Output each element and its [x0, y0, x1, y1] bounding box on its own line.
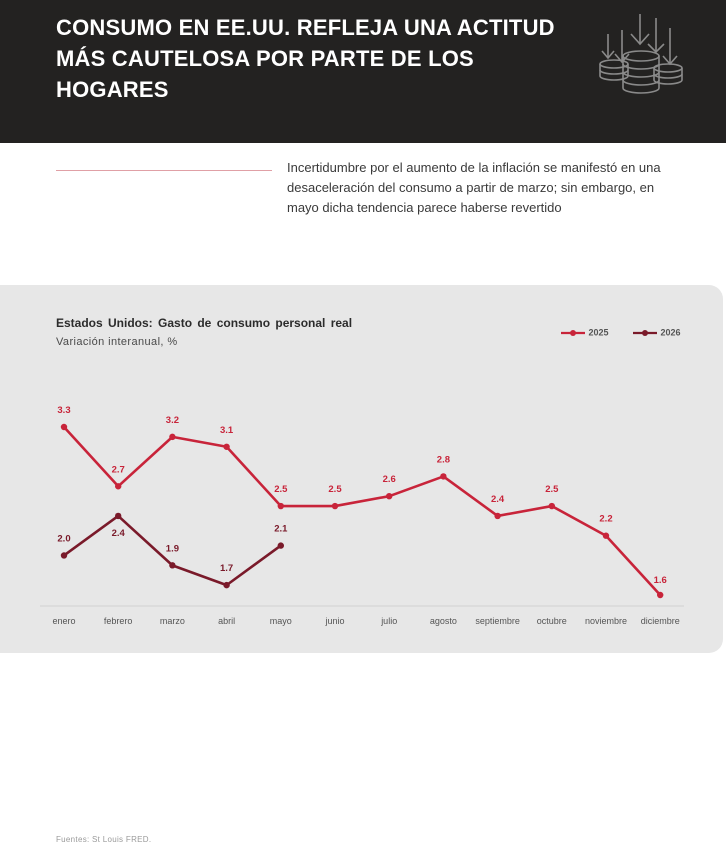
data-point-2026: [169, 562, 175, 568]
data-point-2025: [115, 483, 121, 489]
data-point-2025: [223, 444, 229, 450]
x-tick-label: agosto: [429, 616, 457, 626]
x-tick-label: septiembre: [475, 616, 520, 626]
x-tick-label: marzo: [159, 616, 185, 626]
data-point-2025: [278, 503, 284, 509]
data-label-2026: 1.9: [165, 543, 180, 555]
series-line-2025: [64, 424, 660, 595]
chart-subtitle: Variación interanual, %: [56, 336, 178, 348]
data-label-2026: 1.7: [219, 563, 234, 575]
legend-label-2025: 2025: [588, 327, 609, 338]
data-point-2026: [278, 542, 284, 548]
x-tick-label: junio: [325, 616, 345, 626]
x-tick-label: diciembre: [640, 616, 680, 626]
x-tick-label: abril: [218, 616, 236, 626]
data-label-2026: 2.0: [57, 533, 71, 545]
data-point-2025: [603, 533, 609, 539]
data-label-2026: 2.1: [274, 523, 288, 535]
x-tick-label: febrero: [103, 616, 133, 626]
data-point-2025: [61, 424, 67, 430]
x-tick-label: mayo: [269, 616, 292, 626]
x-tick-label: enero: [52, 616, 76, 626]
legend-label-2026: 2026: [660, 327, 681, 338]
data-label-2025: 2.4: [490, 493, 505, 505]
page-title: CONSUMO EN EE.UU. REFLEJA UNA ACTITUD MÁS CAUTELOSA POR PARTE DE LOS HOGARES: [56, 15, 555, 102]
data-label-2025: 2.2: [599, 513, 613, 525]
data-point-2025: [657, 592, 663, 598]
data-point-2025: [169, 434, 175, 440]
chart-title: Estados Unidos: Gasto de consumo personal real: [56, 316, 353, 330]
data-point-2026: [115, 513, 121, 519]
data-point-2025: [440, 473, 446, 479]
data-label-2025: 2.5: [328, 484, 342, 496]
data-label-2025: 1.6: [653, 575, 667, 586]
source-note: Fuentes: St Louis FRED.: [56, 835, 152, 844]
data-label-2025: 3.2: [165, 414, 180, 426]
data-label-2025: 3.1: [219, 424, 234, 436]
data-point-2025: [549, 503, 555, 509]
intro-text: Incertidumbre por el aumento de la inflación se manifestó en una desaceleración del consumo a partir de marzo; sin embargo, en mayo dicha tendencia parece haberse revertido: [287, 160, 661, 215]
data-point-2026: [223, 582, 229, 588]
data-point-2025: [494, 513, 500, 519]
x-tick-label: julio: [381, 616, 398, 626]
data-label-2025: 2.8: [436, 454, 451, 466]
x-tick-label: noviembre: [584, 616, 628, 626]
data-label-2025: 2.6: [382, 474, 396, 486]
data-point-2025: [386, 493, 392, 499]
data-point-2025: [332, 503, 338, 509]
data-label-2025: 2.5: [545, 484, 559, 496]
data-point-2026: [61, 552, 67, 558]
data-label-2025: 3.3: [57, 405, 71, 416]
data-label-2025: 2.5: [274, 484, 288, 496]
data-label-2025: 2.7: [111, 464, 125, 476]
x-tick-label: octubre: [536, 616, 567, 626]
data-label-2026: 2.4: [111, 527, 125, 539]
